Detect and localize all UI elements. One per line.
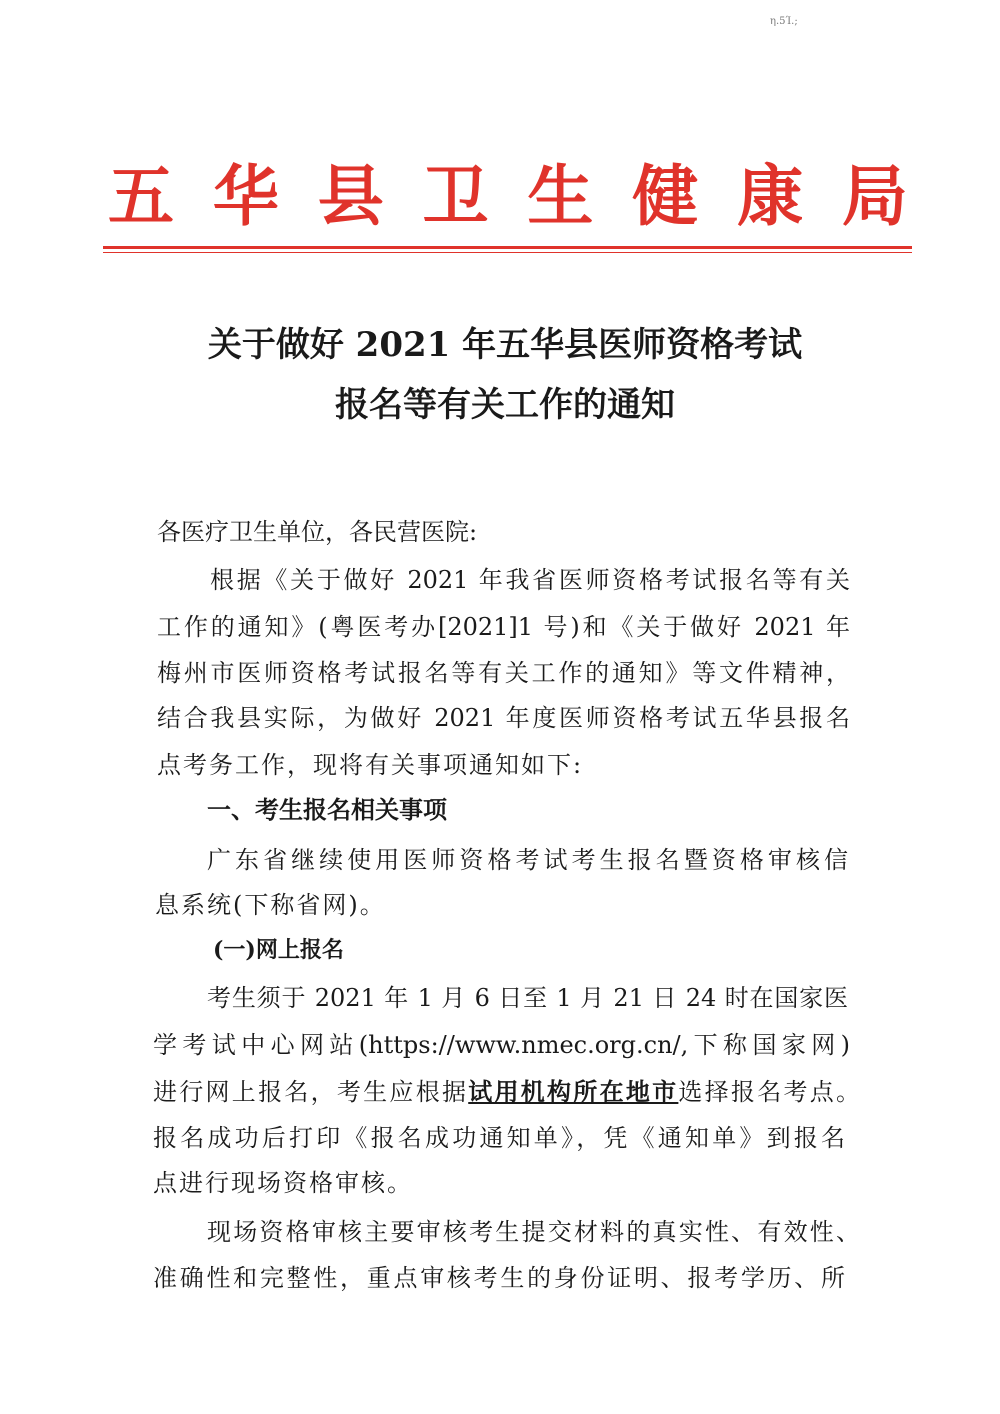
paragraph-line: 根据《关于做好 2021 年我省医师资格考试报名等有关	[210, 566, 850, 594]
document-title-line1: 关于做好 2021 年五华县医师资格考试	[207, 325, 803, 365]
paragraph-line: 梅州市医师资格考试报名等有关工作的通知》等文件精神，	[157, 659, 850, 687]
scan-mark: η.5Ί.;	[770, 16, 798, 27]
red-divider	[103, 246, 912, 249]
paragraph-line: 报名成功后打印《报名成功通知单》，凭《通知单》到报名	[153, 1124, 845, 1152]
header-char: 生	[527, 157, 594, 235]
paragraph-line: 考生须于 2021 年 1 月 6 日至 1 月 21 日 24 时在国家医	[207, 984, 848, 1012]
paragraph-line: 广东省继续使用医师资格考试考生报名暨资格审核信	[207, 846, 848, 874]
red-divider-thin	[103, 252, 912, 253]
section-heading: 一、考生报名相关事项	[207, 795, 447, 824]
header-char: 健	[632, 157, 699, 235]
text: 进行网上报名，考生应根据	[153, 1078, 469, 1106]
paragraph-line: 工作的通知》(粤医考办[2021]1 号)和《关于做好 2021 年	[157, 613, 850, 641]
paragraph-line: 结合我县实际，为做好 2021 年度医师资格考试五华县报名	[157, 704, 850, 732]
document-title-line2: 报名等有关工作的通知	[335, 385, 675, 425]
header-char: 五	[108, 157, 174, 235]
header-char: 华	[212, 157, 279, 235]
paragraph-line: 准确性和完整性，重点审核考生的身份证明、报考学历、所	[153, 1264, 845, 1292]
paragraph-line: 现场资格审核主要审核考生提交材料的真实性、有效性、	[207, 1218, 860, 1246]
text: 选择报名考点。	[678, 1078, 861, 1106]
header-char: 卫	[422, 157, 489, 235]
emphasized-text: 试用机构所在地市	[468, 1077, 679, 1106]
header-char: 县	[317, 157, 384, 235]
header-char: 康	[737, 157, 804, 235]
salutation: 各医疗卫生单位，各民营医院:	[157, 518, 478, 546]
paragraph-line: 学考试中心网站(https://www.nmec.org.cn/,下称国家网)	[153, 1031, 850, 1059]
issuing-authority-header	[108, 158, 908, 234]
paragraph-line: 点考务工作，现将有关事项通知如下:	[157, 751, 584, 779]
paragraph-line: 息系统(下称省网)。	[155, 891, 386, 919]
paragraph-line	[153, 1077, 860, 1107]
header-char: 局	[841, 157, 908, 235]
paragraph-line: 点进行现场资格审核。	[153, 1169, 413, 1197]
subsection-heading: (一)网上报名	[213, 937, 344, 963]
